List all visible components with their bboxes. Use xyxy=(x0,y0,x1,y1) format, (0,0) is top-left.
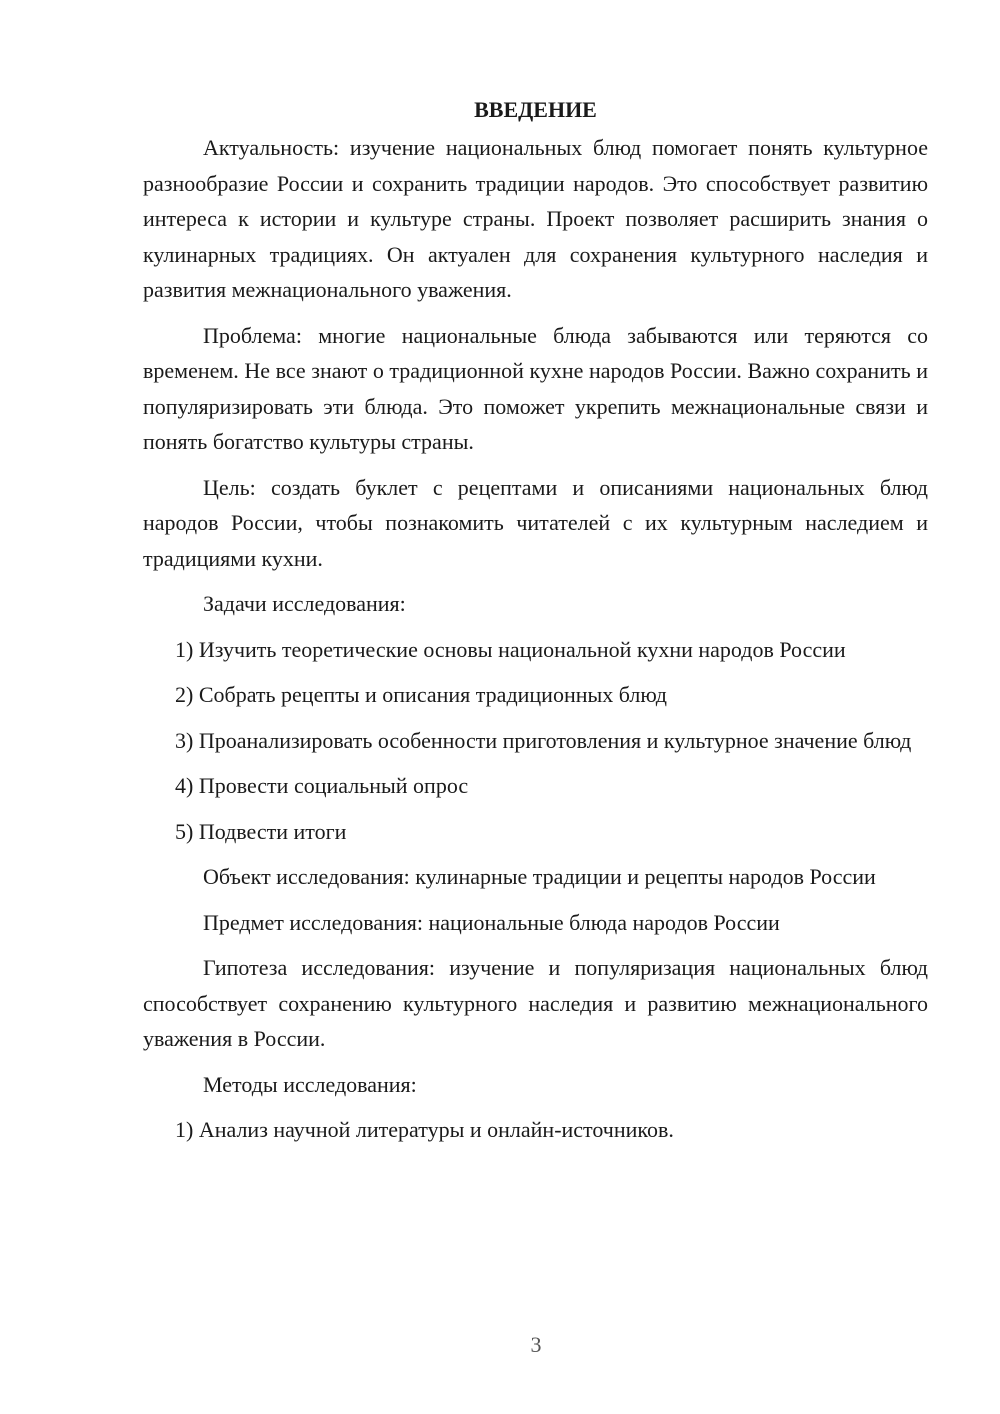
page-number: 3 xyxy=(530,1332,542,1357)
section-title: ВВЕДЕНИЕ xyxy=(474,97,597,122)
task-item-1: 1) Изучить теоретические основы национальной кухни народов России xyxy=(175,636,846,662)
page-content xyxy=(143,90,928,1158)
subject-paragraph: Предмет исследования: национальные блюда народов России xyxy=(203,909,780,935)
relevance-paragraph: Актуальность: изучение национальных блюд помогает понять культурное разнообразие России и сохранить традиции народов. Это способствует развитию интереса к истории и культуре страны. Проект позволяет расширить знания о кулинарных традициях. Он актуален для сохранения культурного наследия и развития межнационального уважения. xyxy=(143,135,928,302)
task-item-4: 4) Провести социальный опрос xyxy=(175,773,469,798)
method-item-1: 1) Анализ научной литературы и онлайн-источников. xyxy=(175,1117,674,1142)
hypothesis-paragraph: Гипотеза исследования: изучение и популяризация национальных блюд способствует сохранению культурного наследия и развитию межнационального уважения в России. xyxy=(143,955,928,1051)
task-item-5: 5) Подвести итоги xyxy=(175,818,347,844)
object-paragraph: Объект исследования: кулинарные традиции и рецепты народов России xyxy=(203,864,876,889)
task-item-3: 3) Проанализировать особенности приготовления и культурное значение блюд xyxy=(175,727,912,753)
methods-heading: Методы исследования: xyxy=(203,1071,417,1097)
problem-paragraph: Проблема: многие национальные блюда забываются или теряются со временем. Не все знают о традиционной кухне народов России. Важно сохранить и популяризировать эти блюда. Это поможет укрепить межнациональные связи и понять богатство культуры страны. xyxy=(143,322,928,454)
goal-paragraph: Цель: создать буклет с рецептами и описаниями национальных блюд народов России, чтобы познакомить читателей с их культурным наследием и традициями кухни. xyxy=(143,474,928,571)
tasks-heading: Задачи исследования: xyxy=(203,591,406,616)
task-item-2: 2) Собрать рецепты и описания традиционных блюд xyxy=(175,682,667,707)
